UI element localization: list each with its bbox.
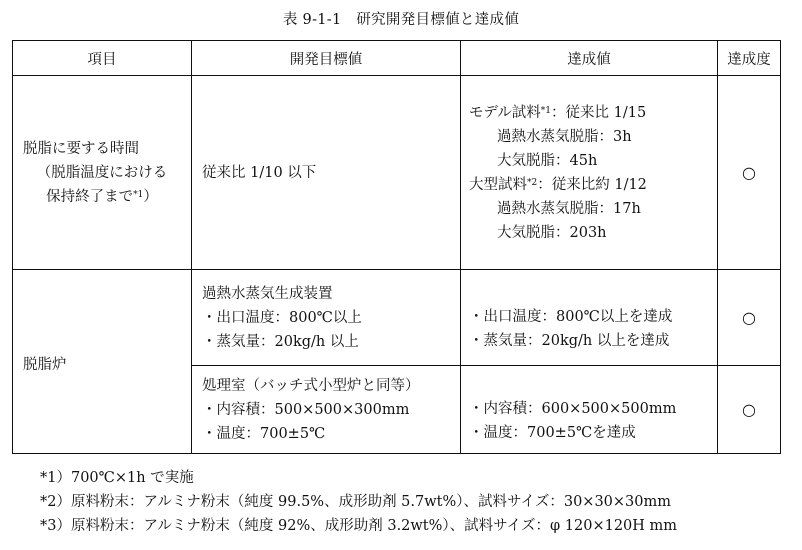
footnote-ref: *1 [540, 105, 552, 116]
target-steam-title: 過熱水蒸気生成装置 [202, 285, 333, 302]
table-row-furnace-steam [13, 270, 781, 366]
table-header-row [13, 41, 781, 76]
grade-chamber: ○ [718, 366, 781, 454]
grade-degreasing-time: ○ [718, 76, 781, 270]
item-degreasing-time-line2: （脱脂温度における [36, 164, 168, 181]
achieved-model-air: 大気脱脂：45h [497, 152, 598, 169]
target-degreasing-time: 従来比 1/10 以下 [192, 76, 461, 270]
results-table [12, 40, 781, 454]
header-item: 項目 [13, 41, 192, 76]
target-chamber-title: 処理室（バッチ式小型炉と同等） [202, 377, 420, 394]
table-caption: 表 9-1-1 研究開発目標値と達成値 [282, 12, 520, 28]
target-steam-line1: ・出口温度：800℃以上 [202, 309, 362, 326]
achieved-steam-line1: ・出口温度：800℃以上を達成 [469, 308, 673, 325]
grade-steam-generator: ○ [718, 270, 781, 366]
target-steam-line2: ・蒸気量：20kg/h 以上 [202, 333, 359, 350]
item-degreasing-time-line1: 脱脂に要する時間 [23, 140, 139, 157]
target-chamber-line1: ・内容積：500×500×300mm [202, 401, 410, 418]
footnotes [40, 466, 677, 538]
footnote-3: *3）原料粉末：アルミナ粉末（純度 92%、成形助剤 3.2wt%）、試料サイズ：φ 120×120H mm [40, 518, 678, 534]
header-target: 開発目標値 [192, 41, 461, 76]
item-degreasing-time-line3: 保持終了まで$^{*1}$） [46, 188, 158, 205]
table-row-degreasing-time [13, 76, 781, 270]
achieved-large-steam: 過熱水蒸気脱脂：17h [497, 200, 641, 217]
header-grade: 達成度 [718, 41, 781, 76]
achieved-degreasing-time [461, 76, 718, 270]
target-chamber-line2: ・温度：700±5℃ [202, 425, 326, 442]
achieved-chamber [461, 366, 718, 454]
achieved-steam-line2: ・蒸気量：20kg/h 以上を達成 [469, 332, 670, 349]
header-achieved: 達成値 [461, 41, 718, 76]
achieved-chamber-line2: ・温度：700±5℃を達成 [469, 424, 636, 441]
achieved-large-line: 大型試料$^{*2}$：従来比約 1/12 [469, 176, 647, 193]
achieved-model-line: モデル試料$^{*1}$：従来比 1/15 [469, 104, 647, 121]
achieved-model-steam: 過熱水蒸気脱脂：3h [497, 128, 632, 145]
target-chamber [192, 366, 461, 454]
achieved-steam-generator [461, 270, 718, 366]
footnote-ref: *2 [527, 177, 538, 188]
achieved-large-air: 大気脱脂：203h [497, 224, 607, 241]
item-degreasing-furnace: 脱脂炉 [13, 270, 192, 454]
footnote-1: *1）700℃×1h で実施 [40, 470, 194, 486]
footnote-ref: *1 [133, 189, 144, 200]
achieved-chamber-line1: ・内容積：600×500×500mm [469, 400, 677, 417]
target-steam-generator [192, 270, 461, 366]
item-degreasing-time [13, 76, 192, 270]
footnote-2: *2）原料粉末：アルミナ粉末（純度 99.5%、成形助剤 5.7wt%）、試料サイズ：30×30×30mm [40, 494, 671, 510]
